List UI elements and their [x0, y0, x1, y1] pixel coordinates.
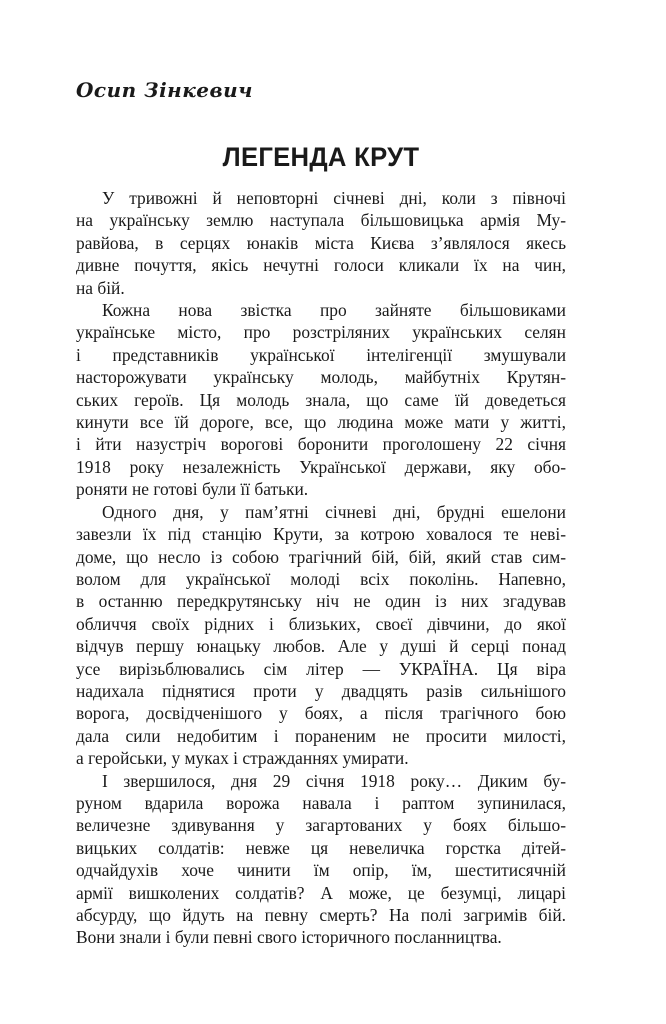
paragraph [76, 299, 566, 501]
text-line: Кожна нова звістка про зайняте більшовиками [102, 300, 566, 321]
chapter-title: ЛЕГЕНДА КРУТ [222, 142, 420, 172]
text-line: роняти не готові були її батьки. [76, 479, 309, 500]
text-line: доме, що несло із собою трагічний бій, бій, який став сим- [76, 546, 566, 567]
text-line: Одного дня, у пам’ятні січневі дні, брудні ешелони [102, 501, 566, 522]
paragraph [76, 501, 566, 770]
text-line: величезне здивування у загартованих у боях більшо- [76, 815, 566, 836]
text-line: на українську землю наступала більшовицька армія Му- [76, 210, 566, 231]
text-line: 1918 року незалежність Української держави, яку обо- [76, 456, 566, 477]
text-line: і йти назустріч ворогові боронити проголошену 22 січня [76, 434, 566, 455]
text-line: дивне почуття, якісь нечутні голоси кликали їх на чин, [76, 255, 566, 276]
text-line: усе вирізьблювались сім літер — УКРАЇНА. Ця віра [76, 658, 566, 679]
text-line: армії вишколених солдатів? А може, це безумці, лицарі [76, 882, 566, 903]
text-line: в останню передкрутянську ніч не один із них згадував [76, 591, 566, 612]
text-line: одчайдухів хоче чинити їм опір, їм, шеститисячній [76, 860, 566, 881]
text-line: равйова, в серцях юнаків міста Києва з’являлося якесь [76, 232, 566, 253]
chapter-body [76, 187, 566, 949]
text-line: кинути все їй дороге, все, що людина може мати у житті, [76, 412, 566, 433]
text-line: обличчя своїх рідних і близьких, своєї дівчини, до якої [76, 613, 566, 634]
text-line: І звершилося, дня 29 січня 1918 року… Диким бу- [102, 770, 566, 791]
author-name: Осип Зінкевич [76, 78, 253, 102]
text-line: ворога, досвідченішого у боях, а після трагічного бою [76, 703, 566, 724]
text-line: руном вдарила ворожа навала і раптом зупинилася, [76, 792, 566, 813]
text-line: надихала піднятися проти у двадцять разів сильнішого [76, 680, 566, 701]
text-line: насторожувати українську молодь, майбутніх Крутян- [76, 367, 566, 388]
text-line: ських героїв. Ця молодь знала, що саме їй доведеться [76, 389, 566, 410]
text-line: на бій. [76, 277, 125, 298]
text-line: У тривожні й неповторні січневі дні, коли з півночі [102, 188, 566, 208]
text-line: завезли їх під станцію Крути, за котрою ховалося те неві- [76, 524, 566, 545]
text-line: вицьких солдатів: невже ця невеличка горстка дітей- [76, 837, 566, 858]
text-line: відчув першу юнацьку любов. Але у душі й серці понад [76, 636, 566, 657]
text-line: а геройськи, у муках і стражданнях умирати. [76, 748, 409, 769]
text-line: дала сили недобитим і пораненим не просити милості, [76, 725, 566, 746]
text-line: Вони знали і були певні свого історичного посланництва. [76, 927, 502, 948]
paragraph [76, 187, 566, 299]
text-line: волом для української молоді всіх поколінь. Напевно, [76, 568, 566, 589]
text-line: українське місто, про розстріляних українських селян [76, 322, 566, 343]
text-line: і представників української інтелігенції змушували [76, 344, 566, 365]
text-line: абсурду, що йдуть на певну смерть? На полі загримів бій. [76, 905, 566, 925]
paragraph [76, 770, 566, 949]
